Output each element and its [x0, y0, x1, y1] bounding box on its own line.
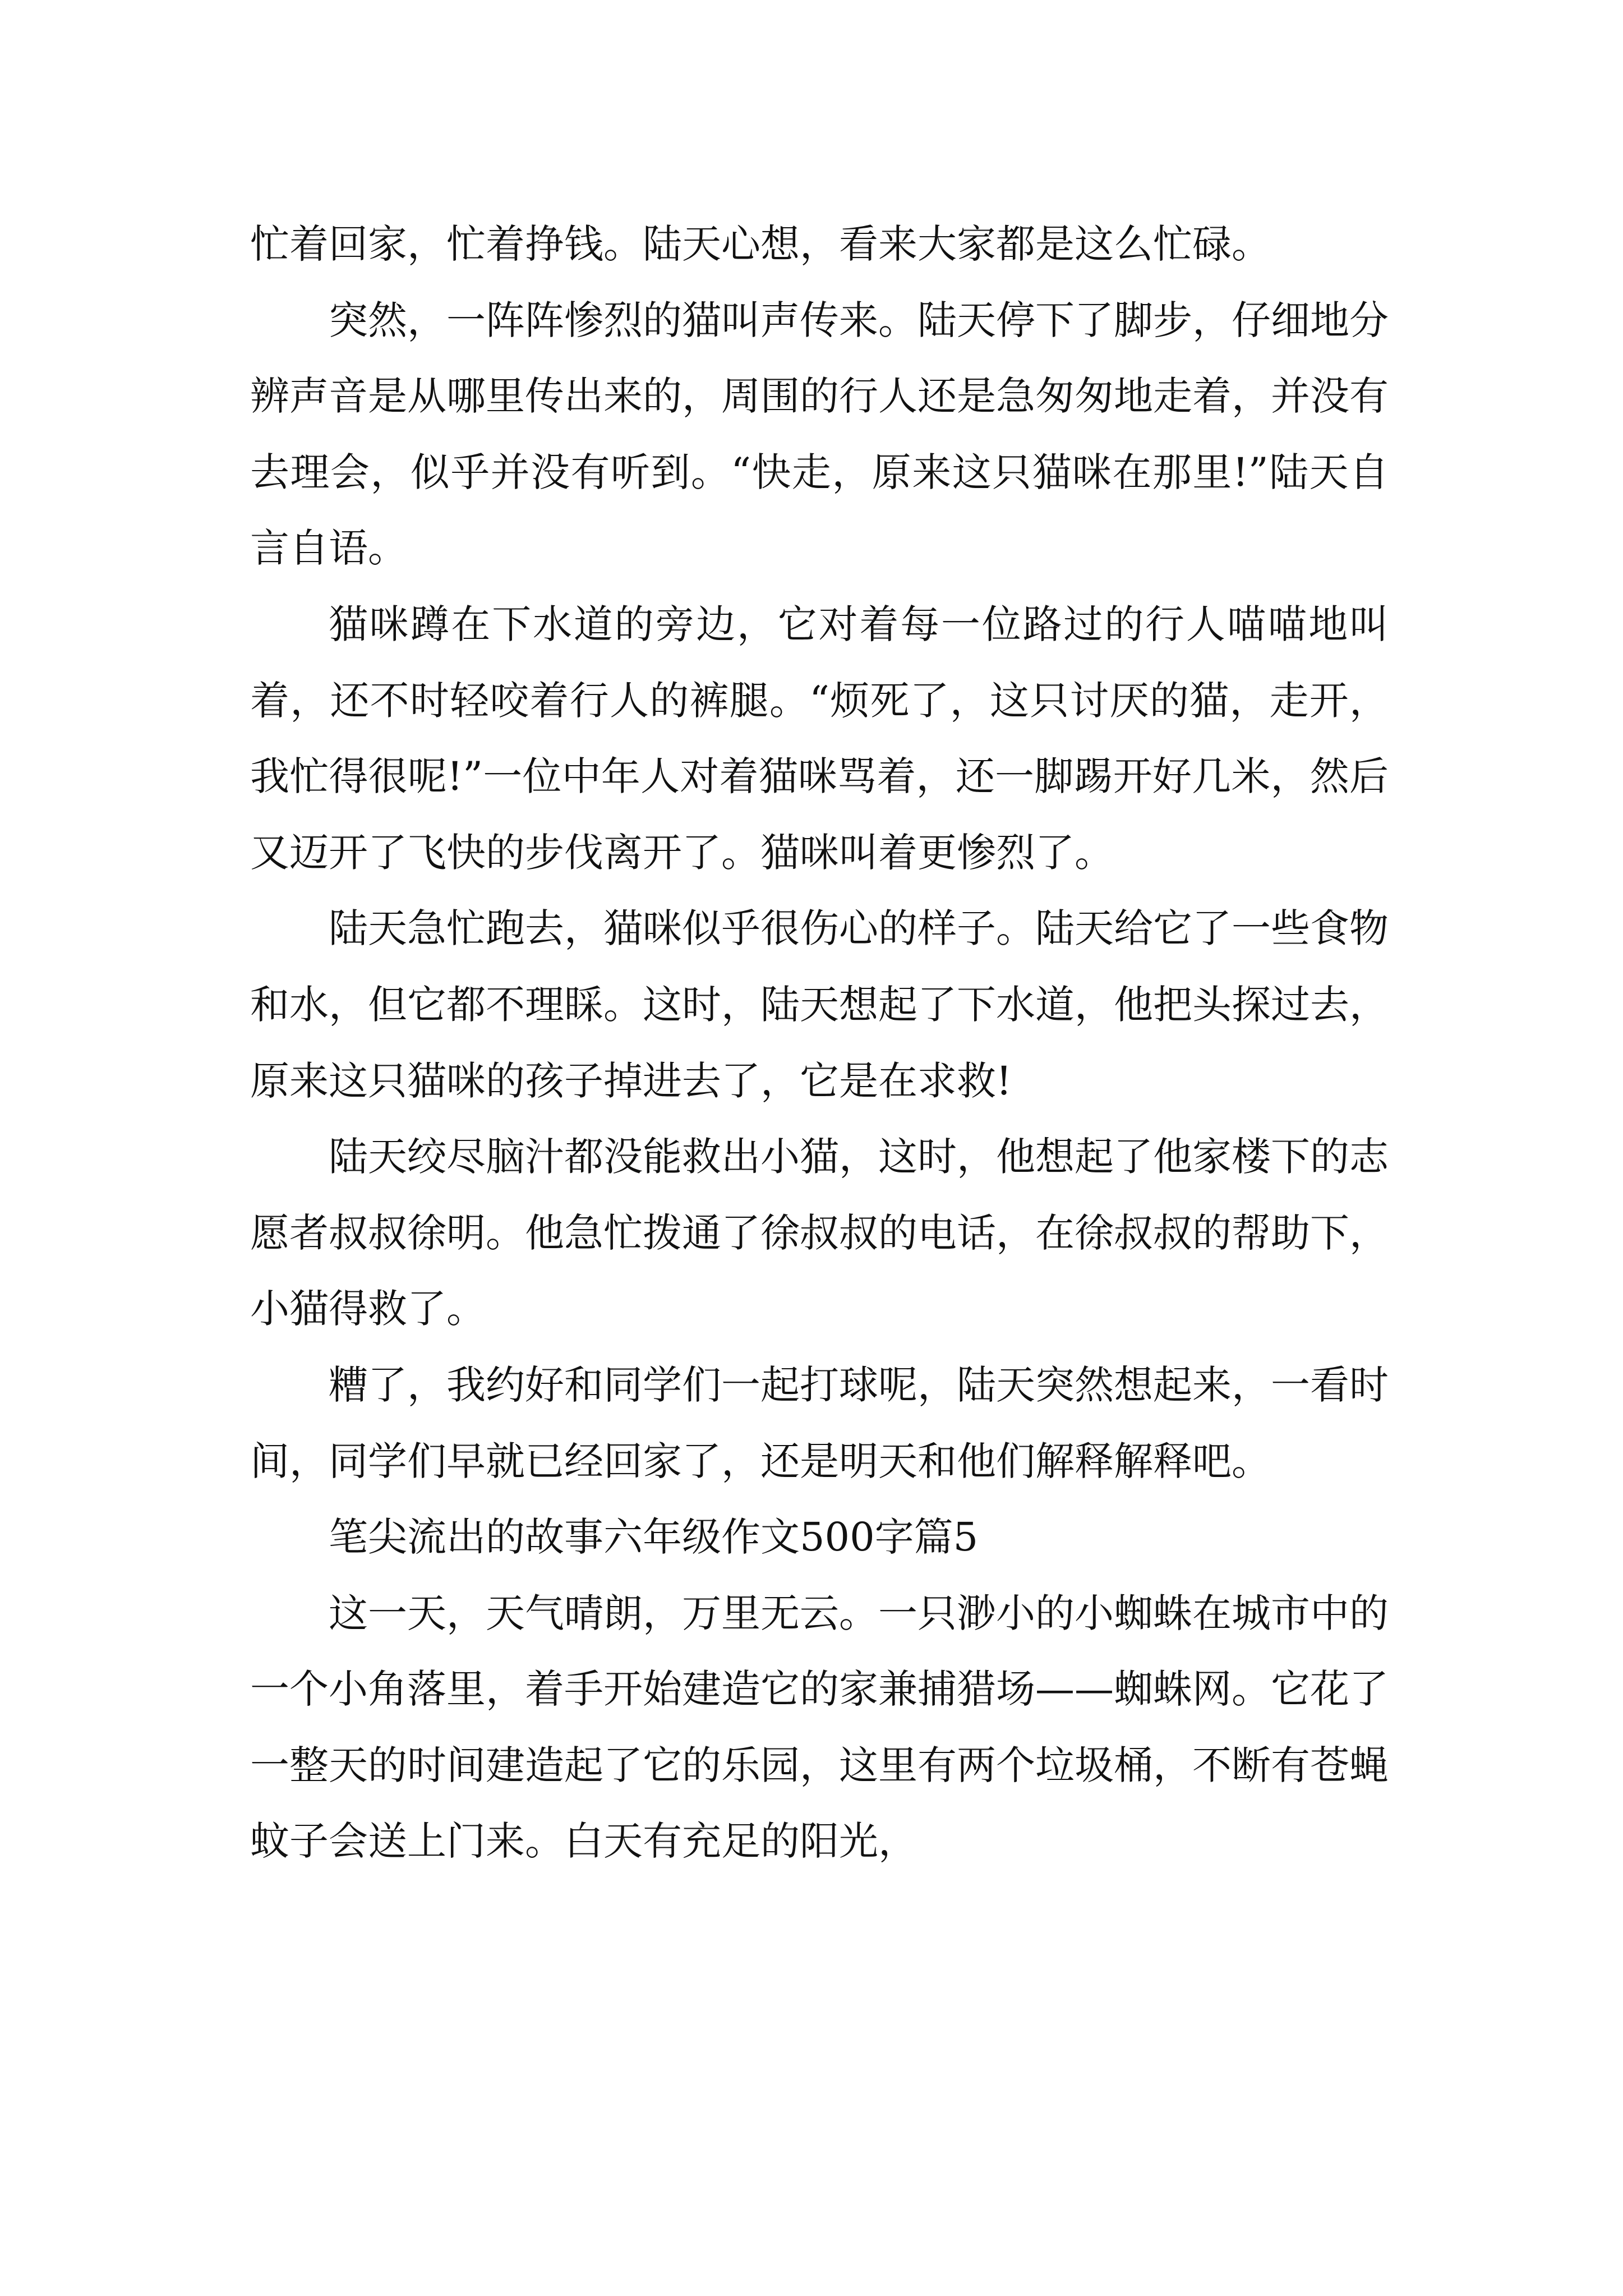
paragraph: 糟了，我约好和同学们一起打球呢，陆天突然想起来，一看时间，同学们早就已经回家了，还是明天和他们解释解释吧。 — [250, 1361, 1389, 1484]
paragraph: 陆天急忙跑去，猫咪似乎很伤心的样子。陆天给它了一些食物和水，但它都不理睬。这时，陆天想起了下水道，他把头探过去，原来这只猫咪的孩子掉进去了，它是在求救! — [250, 905, 1389, 1104]
paragraph: 陆天绞尽脑汁都没能救出小猫，这时，他想起了他家楼下的志愿者叔叔徐明。他急忙拨通了徐叔叔的电话，在徐叔叔的帮助下，小猫得救了。 — [250, 1134, 1389, 1332]
paragraph: 猫咪蹲在下水道的旁边，它对着每一位路过的行人喵喵地叫着，还不时轻咬着行人的裤腿。“烦死了，这只讨厌的猫，走开，我忙得很呢!”一位中年人对着猫咪骂着，还一脚踢开好几米，然后又迈开了飞快的步伐离开了。猫咪叫着更惨烈了。 — [250, 601, 1389, 876]
paragraph: 这一天，天气晴朗，万里无云。一只渺小的小蜘蛛在城市中的一个小角落里，着手开始建造它的家兼捕猎场——蜘蛛网。它花了一整天的时间建造起了它的乐园，这里有两个垃圾桶，不断有苍蝇蚊子会送上门来。白天有充足的阳光， — [250, 1590, 1389, 1865]
paragraph-continuation: 忙着回家，忙着挣钱。陆天心想，看来大家都是这么忙碌。 — [250, 221, 1271, 267]
section-heading: 笔尖流出的故事六年级作文500字篇5 — [329, 1514, 979, 1561]
document-body — [250, 206, 1389, 1880]
paragraph: 突然，一阵阵惨烈的猫叫声传来。陆天停下了脚步，仔细地分辨声音是从哪里传出来的，周围的行人还是急匆匆地走着，并没有去理会，似乎并没有听到。“快走，原来这只猫咪在那里!”陆天自言自语。 — [250, 297, 1389, 572]
